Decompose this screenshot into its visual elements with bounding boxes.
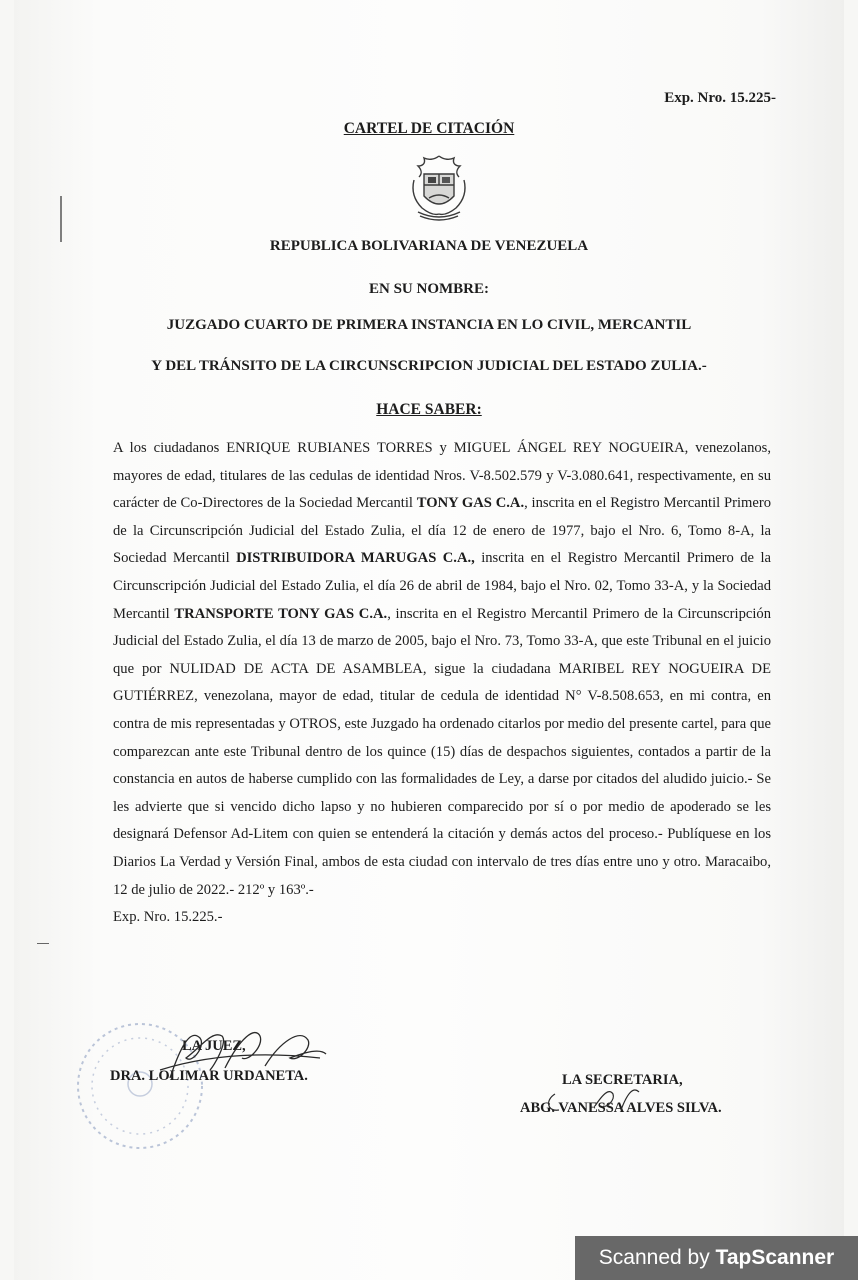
judge-handwritten-signature (130, 1018, 330, 1088)
watermark-prefix: Scanned by (598, 1246, 716, 1269)
en-su-nombre-heading: EN SU NOMBRE: (368, 281, 489, 297)
company-distribuidora-marugas: DISTRIBUIDORA MARUGAS C.A., (236, 550, 475, 567)
court-heading-line2: Y DEL TRÁNSITO DE LA CIRCUNSCRIPCION JUDICIAL DEL ESTADO ZULIA.- (151, 358, 707, 374)
company-tony-gas: TONY GAS C.A. (416, 495, 525, 512)
secretary-name: ABG. VANESSA ALVES SILVA. (520, 1100, 722, 1116)
secretary-role: LA SECRETARIA, (562, 1072, 683, 1088)
watermark-brand: TapScanner (715, 1246, 835, 1269)
citation-body (113, 435, 771, 932)
judge-role: LA JUEZ, (182, 1038, 246, 1054)
body-part-1: A los ciudadanos ENRIQUE RUBIANES TORRES y MIGUEL ÁNGEL REY NOGUEIRA, venezolanos, mayores de edad, titulares de las cedulas de identidad Nros. V-8.502.579 y V-3.080.641, respectivamente, en su carácter de Co-Directores de la Sociedad Mercantil (113, 440, 771, 512)
scanner-watermark (575, 1236, 858, 1280)
company-transporte-tony-gas: TRANSPORTE TONY GAS C.A. (174, 605, 388, 622)
margin-mark (60, 196, 62, 242)
hace-saber-heading: HACE SABER: (376, 401, 482, 418)
body-part-2: , inscrita en el Registro Mercantil Primero de la Circunscripción Judicial del Estado Zulia, el día 12 de enero de 1977, bajo el Nro. 6, Tomo 8-A, la Sociedad Mercantil (113, 495, 772, 567)
margin-dash (37, 943, 49, 944)
coat-of-arms-icon (404, 152, 474, 224)
secretary-handwritten-signature (535, 1064, 675, 1124)
judge-name: DRA. LOLIMAR URDANETA. (110, 1068, 308, 1084)
body-part-3: inscrita en el Registro Mercantil Primero de la Circunscripción Judicial del Estado Zulia, el día 26 de abril de 1984, bajo el Nro. 02, Tomo 33-A, y la Sociedad Mercantil (113, 550, 771, 622)
case-number-top: Exp. Nro. 15.225- (664, 90, 776, 106)
document-title: CARTEL DE CITACIÓN (343, 120, 515, 137)
case-number-bottom: Exp. Nro. 15.225.- (113, 909, 223, 926)
body-part-4: , inscrita en el Registro Mercantil Primero de la Circunscripción Judicial del Estado Zulia, el día 13 de marzo de 2005, bajo el Nro. 73, Tomo 33-A, que este Tribunal en el juicio que por NULIDAD DE ACTA DE ASAMBLEA, sigue la ciudadana MARIBEL REY NOGUEIRA DE GUTIÉRREZ, venezolana, mayor de edad, titular de cedula de identidad N° V-8.508.653, en mi contra, en contra de mis representadas y OTROS, este Juzgado ha ordenado citarlos por medio del presente cartel, para que comparezcan ante este Tribunal dentro de los quince (15) días de despachos siguientes, contados a partir de la constancia en autos de haberse cumplido con las formalidades de Ley, a darse por citados del aludido juicio.- Se les advierte que si vencido dicho lapso y no hubieren comparecido por sí o por medio de apoderado se les designará Defensor Ad-Litem con quien se entenderá la citación y demás actos del proceso.- Publíquese en los Diarios La Verdad y Versión Final, ambos de esta ciudad con intervalo de tres días entre uno y otro. Maracaibo, 12 de julio de 2022.- 212º y 163º.- (113, 605, 771, 898)
republic-heading: REPUBLICA BOLIVARIANA DE VENEZUELA (269, 238, 589, 254)
court-heading-line1: JUZGADO CUARTO DE PRIMERA INSTANCIA EN LO CIVIL, MERCANTIL (166, 317, 692, 333)
